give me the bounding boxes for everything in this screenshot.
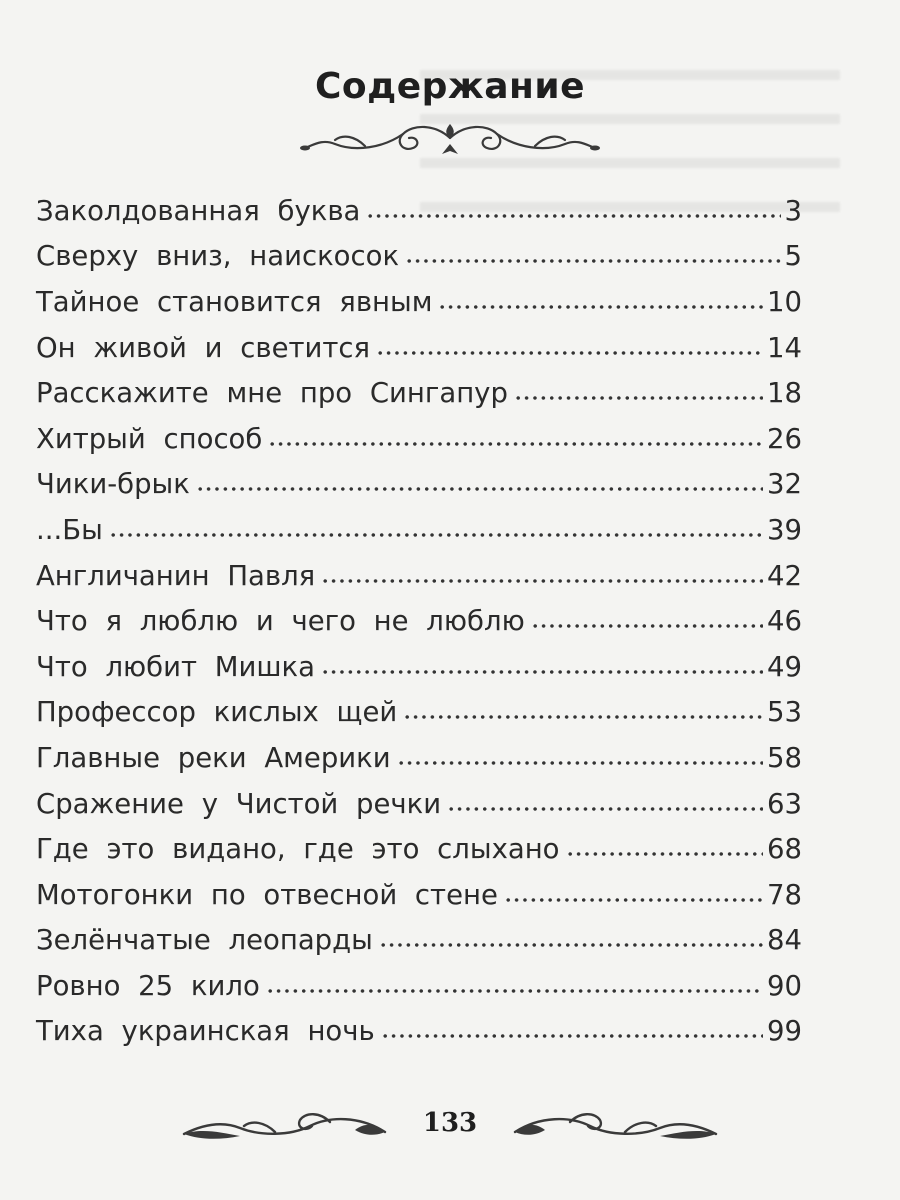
toc-entry <box>36 872 802 918</box>
toc-entry <box>36 279 802 325</box>
toc-entry <box>36 963 802 1009</box>
toc-entry <box>36 416 802 462</box>
dot-leader <box>531 623 763 629</box>
toc-entry <box>36 781 802 827</box>
dot-leader <box>376 350 763 356</box>
toc-entry-page: 39 <box>767 513 802 546</box>
toc-entry-page: 26 <box>767 422 802 455</box>
table-of-contents <box>36 188 802 1054</box>
toc-entry <box>36 598 802 644</box>
dot-leader <box>566 851 764 857</box>
dot-leader <box>109 532 763 538</box>
toc-entry-page: 68 <box>767 833 802 866</box>
toc-entry-title: Заколдованная буква <box>36 194 361 227</box>
toc-entry-title: Что любит Мишка <box>36 650 315 683</box>
toc-entry-page: 10 <box>767 285 802 318</box>
toc-entry-page: 32 <box>767 468 802 501</box>
toc-entry-page: 18 <box>767 377 802 410</box>
toc-entry-title: Ровно 25 кило <box>36 969 260 1002</box>
toc-entry-page: 46 <box>767 605 802 638</box>
dot-leader <box>366 213 780 219</box>
toc-entry-title: ...Бы <box>36 513 103 546</box>
toc-entry-page: 58 <box>767 741 802 774</box>
toc-entry-title: Сражение у Чистой речки <box>36 787 442 820</box>
toc-entry <box>36 507 802 553</box>
toc-entry-page: 3 <box>784 194 802 227</box>
toc-entry <box>36 462 802 508</box>
dot-leader <box>405 258 780 264</box>
toc-entry <box>36 370 802 416</box>
toc-entry-page: 84 <box>767 924 802 957</box>
toc-entry-page: 63 <box>767 787 802 820</box>
toc-entry-title: Тайное становится явным <box>36 285 433 318</box>
toc-entry-page: 53 <box>767 696 802 729</box>
toc-entry-title: Расскажите мне про Сингапур <box>36 377 508 410</box>
flourish-ornament-top <box>295 118 605 162</box>
dot-leader <box>504 897 763 903</box>
toc-entry <box>36 918 802 964</box>
dot-leader <box>379 942 763 948</box>
toc-entry-page: 42 <box>767 559 802 592</box>
toc-entry <box>36 188 802 234</box>
toc-entry-title: Англичанин Павля <box>36 559 316 592</box>
toc-entry-title: Мотогонки по отвесной стене <box>36 878 498 911</box>
toc-entry-page: 5 <box>784 240 802 273</box>
toc-entry <box>36 826 802 872</box>
toc-entry-title: Главные реки Америки <box>36 741 391 774</box>
page-title: Содержание <box>314 66 586 107</box>
dot-leader <box>196 486 763 492</box>
toc-entry-title: Зелёнчатые леопарды <box>36 924 373 957</box>
dot-leader <box>381 1033 763 1039</box>
toc-entry-title: Сверху вниз, наискосок <box>36 240 400 273</box>
toc-entry-title: Что я люблю и чего не люблю <box>36 605 525 638</box>
page-number: 133 <box>422 1108 478 1138</box>
toc-entry-page: 49 <box>767 650 802 683</box>
toc-entry-title: Тиха украинская ночь <box>36 1015 375 1048</box>
toc-entry <box>36 644 802 690</box>
toc-entry-page: 14 <box>767 331 802 364</box>
dot-leader <box>266 988 763 994</box>
toc-entry-title: Чики-брык <box>36 468 190 501</box>
dot-leader <box>438 304 763 310</box>
toc-entry <box>36 325 802 371</box>
dot-leader <box>321 578 763 584</box>
toc-entry-title: Он живой и светится <box>36 331 371 364</box>
dot-leader <box>397 760 763 766</box>
toc-entry <box>36 234 802 280</box>
dot-leader <box>321 669 763 675</box>
dot-leader <box>403 714 763 720</box>
toc-entry-title: Хитрый способ <box>36 422 263 455</box>
toc-entry-page: 99 <box>767 1015 802 1048</box>
toc-entry <box>36 735 802 781</box>
toc-entry-title: Где это видано, где это слыхано <box>36 833 560 866</box>
toc-entry <box>36 553 802 599</box>
dot-leader <box>514 395 763 401</box>
toc-entry <box>36 1009 802 1055</box>
toc-entry <box>36 690 802 736</box>
toc-entry-page: 78 <box>767 878 802 911</box>
dot-leader <box>447 806 763 812</box>
toc-entry-page: 90 <box>767 969 802 1002</box>
toc-entry-title: Профессор кислых щей <box>36 696 398 729</box>
dot-leader <box>268 441 763 447</box>
